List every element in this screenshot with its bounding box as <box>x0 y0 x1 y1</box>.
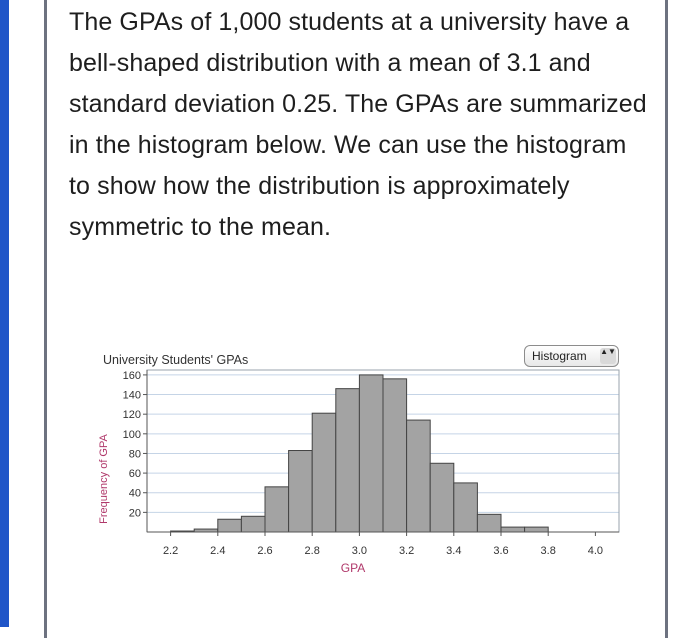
histogram-bar <box>383 379 407 532</box>
x-tick-label: 2.8 <box>304 545 320 557</box>
y-tick-label: 140 <box>122 389 141 402</box>
histogram-bar <box>477 514 501 532</box>
x-tick-label: 3.6 <box>493 545 509 557</box>
histogram-panel <box>99 344 629 584</box>
histogram-bar <box>312 413 336 532</box>
histogram-bar <box>501 527 525 532</box>
histogram-bar <box>265 487 289 532</box>
histogram-bar <box>525 527 549 532</box>
histogram-bar <box>430 463 454 532</box>
y-axis-title: Frequency of GPA <box>98 434 110 524</box>
chart-title: University Students' GPAs <box>103 353 249 367</box>
x-tick-label: 3.4 <box>446 545 462 557</box>
y-tick-label: 160 <box>122 369 141 382</box>
y-tick-label: 80 <box>128 448 141 461</box>
x-tick-label: 3.0 <box>351 545 368 557</box>
y-tick-label: 120 <box>122 409 141 422</box>
histogram-chart <box>99 344 629 584</box>
histogram-bar <box>218 519 242 532</box>
y-tick-label: 100 <box>122 428 141 441</box>
y-tick-label: 40 <box>128 487 141 500</box>
question-text: The GPAs of 1,000 students at a university have a bell-shaped distribution with a mean of 3.1 and standard deviation 0.25. The GPAs are summarized in the histogram below. We can use the histogram to show how the distribution is approximately symmetric to the mean. <box>69 8 647 241</box>
x-tick-label: 3.2 <box>398 545 415 557</box>
histogram-bar <box>289 451 313 532</box>
left-edge-bar <box>0 0 9 627</box>
histogram-bar <box>241 516 265 532</box>
chart-view-select-label: Histogram <box>532 349 587 363</box>
x-tick-label: 4.0 <box>587 545 604 557</box>
histogram-bar <box>454 483 478 532</box>
histogram-bar <box>336 389 360 532</box>
x-tick-label: 2.4 <box>210 545 226 557</box>
select-arrows-icon: ▲▼ <box>600 348 616 364</box>
histogram-bar <box>359 375 383 532</box>
question-card <box>44 0 668 638</box>
histogram-bar <box>407 420 431 532</box>
x-tick-label: 3.8 <box>540 545 556 557</box>
chart-view-select[interactable] <box>524 345 619 367</box>
x-tick-label: 2.2 <box>162 545 179 557</box>
x-tick-label: 2.6 <box>257 545 273 557</box>
x-axis-title: GPA <box>340 561 366 575</box>
y-tick-label: 20 <box>128 507 141 520</box>
y-tick-label: 60 <box>128 468 141 481</box>
